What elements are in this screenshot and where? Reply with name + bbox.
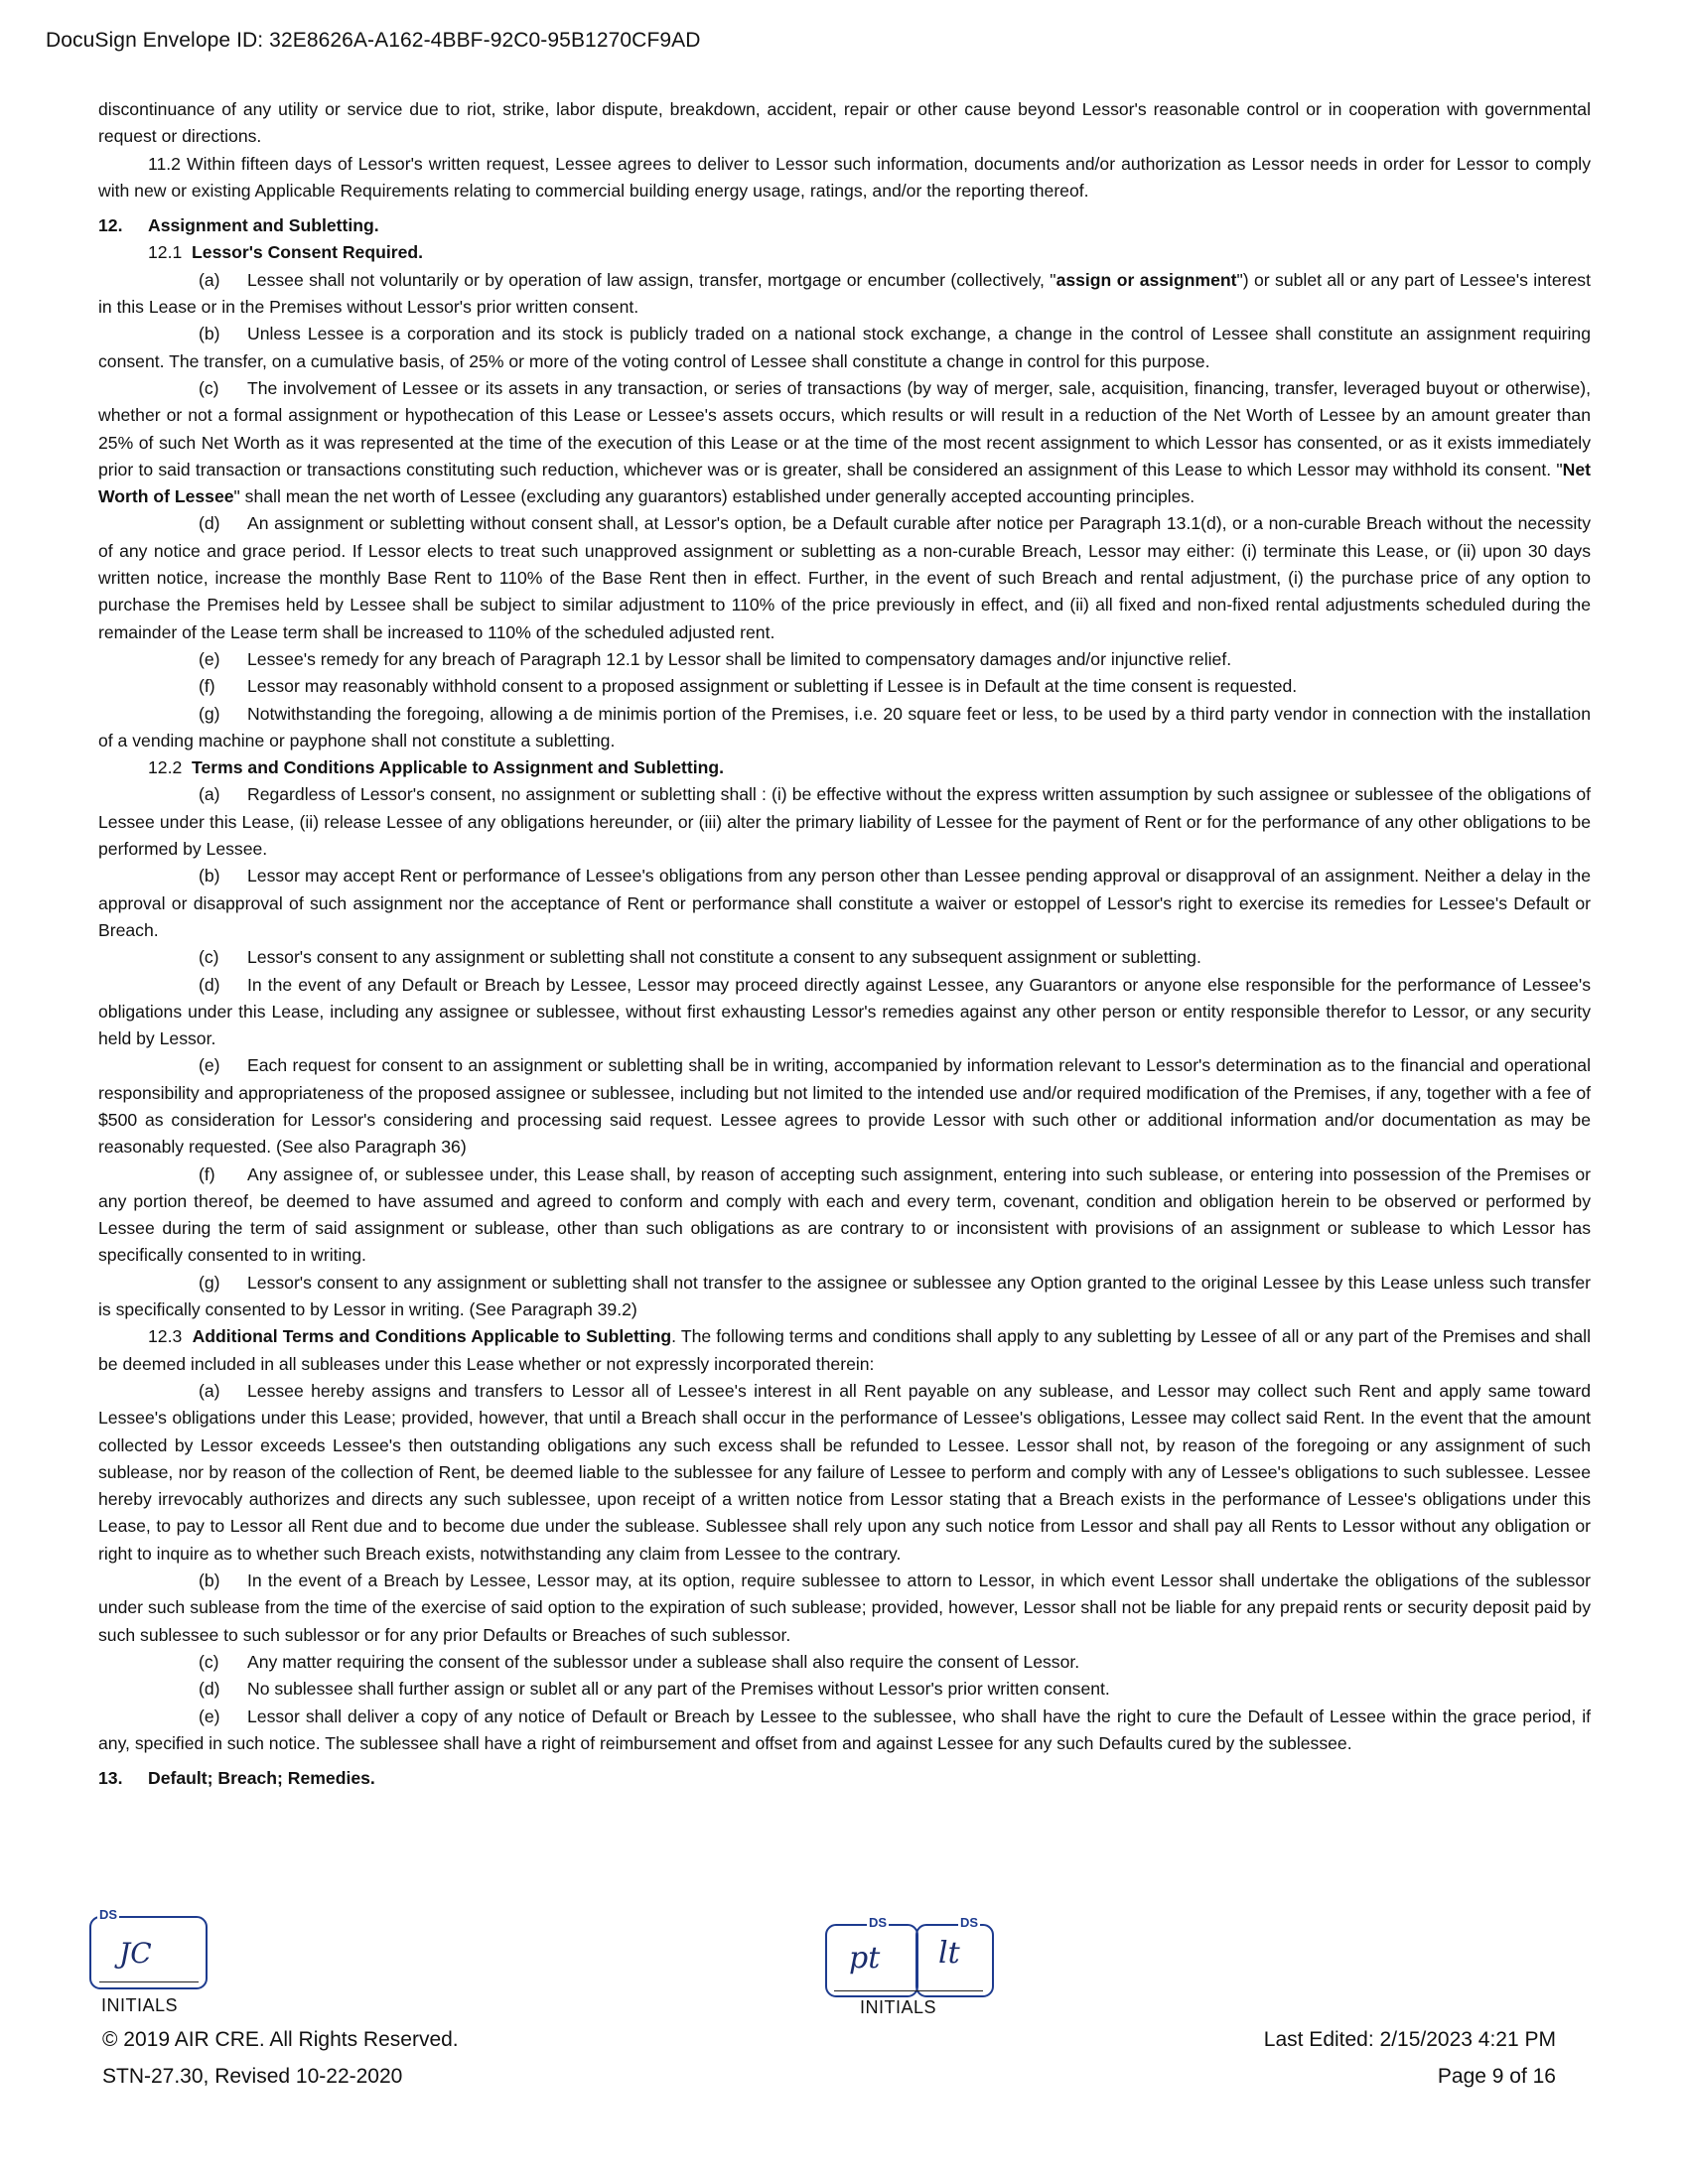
section-12-1-heading: 12.1 Lessor's Consent Required. — [148, 242, 423, 263]
clause-12-1-f: (f) Lessor may reasonably withhold consent to a proposed assignment or subletting if Lessee is in Default at the time consent is requested. — [199, 676, 1298, 697]
initials-label: INITIALS — [860, 1997, 937, 2017]
clause-12-3-a: (a) Lessee hereby assigns and transfers to Lessor all of Lessee's interest in all Rent payable on any sublease, and Lessor may collect such Rent and apply same toward Lessee's obligations under this Lease; provided, however, that until a Breach shall occur in the performance of Lessee's obligations, Lessee may collect said Rent. In the event that the amount collected by Lessor exceeds Lessee's then outstanding obligations any such excess shall be refunded to Lessee. Lessor shall not, by reason of the foregoing or any assignment of such sublease, nor by reason of the collection of Rent, be deemed liable to the sublessee for any failure of Lessee to perform and comply with any of Lessee's obligations to such sublessee. Lessee hereby irrevocably authorizes and directs any such sublessee, upon receipt of a written notice from Lessor stating that a Breach exists in the performance of Lessee's obligations under this Lease, to pay to Lessor all Rent due and to become due under the sublease. Sublessee shall rely upon any such notice from Lessor and shall pay all Rents to Lessor without any obligation or right to inquire as to whether such Breach exists, notwithstanding any claim from Lessee to the contrary. — [98, 1380, 1591, 1564]
clause-12-2-g: (g) Lessor's consent to any assignment or subletting shall not transfer to the assignee or sublessee any Option granted to the original Lessee by this Lease unless such transfer is specifically consented to by Lessor in writing. (See Paragraph 39.2) — [98, 1272, 1591, 1320]
section-12-2-heading: 12.2 Terms and Conditions Applicable to Assignment and Subletting. — [148, 757, 725, 778]
clause-12-2-d: (d) In the event of any Default or Breach by Lessee, Lessor may proceed directly against Lessee, any Guarantors or anyone else responsible for the performance of Lessee's obligations under this Lease, including any assignee or sublessee, without first exhausting Lessor's remedies against any other person or entity responsible therefor to Lessor, or any security held by Lessor. — [98, 974, 1591, 1049]
clause-12-3-e: (e) Lessor shall deliver a copy of any notice of Default or Breach by Lessee to the sublessee, who shall have the right to cure the Default of Lessee within the grace period, if any, specified in such notice. The sublessee shall have a right of reimbursement and offset from and against Lessee for any such Defaults cured by the sublessee. — [98, 1706, 1591, 1753]
paragraph-11-2: 11.2 Within fifteen days of Lessor's written request, Lessee agrees to deliver to Lessor such information, documents and/or authorization as Lessor needs in order for Lessor to comply with new or existing Applicable Requirements relating to commercial building energy usage, ratings, and/or the reporting thereof. — [98, 153, 1591, 201]
clause-12-2-a: (a) Regardless of Lessor's consent, no assignment or subletting shall : (i) be effective without the express written assumption by such assignee or sublessee of the obligations of Lessee under this Lease, (ii) release Lessee of any obligations hereunder, or (iii) alter the primary liability of Lessee for the payment of Rent or for the performance of any other obligations to be performed by Lessee. — [98, 784, 1591, 860]
clause-12-1-a: (a) Lessee shall not voluntarily or by operation of law assign, transfer, mortgage or encumber (collectively, "assign or assignment") or sublet all or any part of Lessee's interest in this Lease or in the Premises without Lessor's prior written consent. — [98, 269, 1591, 318]
section-13-heading: 13. Default; Breach; Remedies. — [98, 1768, 375, 1789]
clause-12-2-b: (b) Lessor may accept Rent or performance of Lessee's obligations from any person other than Lessee pending approval or disapproval of an assignment. Neither a delay in the approval or disapproval of such assignment nor the acceptance of Rent or performance shall constitute a waiver or estoppel of Lessor's right to exercise its remedies for Lessee's Default or Breach. — [98, 866, 1591, 940]
subsection-title: Lessor's Consent Required — [192, 242, 419, 263]
footer-page-number: Page 9 of 16 — [1437, 2065, 1556, 2088]
section-number: 12. — [98, 215, 123, 236]
clause-12-1-e: (e) Lessee's remedy for any breach of Paragraph 12.1 by Lessor shall be limited to compensatory damages and/or injunctive relief. — [199, 648, 1232, 669]
docusign-envelope-id: DocuSign Envelope ID: 32E8626A-A162-4BBF-92C0-95B1270CF9AD — [46, 29, 701, 52]
clause-12-1-d: (d) An assignment or subletting without consent shall, at Lessor's option, be a Default curable after notice per Paragraph 13.1(d), or a non-curable Breach without the necessity of any notice and grace period. If Lessor elects to treat such unapproved assignment or subletting as a non-curable Breach, Lessor may either: (i) terminate this Lease, or (ii) upon 30 days written notice, increase the monthly Base Rent to 110% of the Base Rent then in effect. Further, in the event of such Breach and rental adjustment, (i) the purchase price of any option to purchase the Premises held by Lessee shall be subject to similar adjustment to 110% of the price previously in effect, and (ii) all fixed and non-fixed rental adjustments scheduled during the remainder of the Lease term shall be increased to 110% of the scheduled adjusted rent. — [98, 513, 1591, 642]
ds-tag-2: DS — [960, 1915, 979, 1930]
lease-document-body — [98, 96, 1591, 1792]
clause-12-3-d: (d) No sublessee shall further assign or sublet all or any part of the Premises without Lessor's prior written consent. — [199, 1679, 1110, 1700]
footer-copyright: © 2019 AIR CRE. All Rights Reserved. — [102, 2028, 459, 2051]
clause-12-3-c: (c) Any matter requiring the consent of the sublessor under a sublease shall also require the consent of Lessor. — [199, 1651, 1080, 1672]
section-12-heading — [98, 212, 1591, 239]
clause-12-2-c: (c) Lessor's consent to any assignment or subletting shall not constitute a consent to any subsequent assignment or subletting. — [199, 947, 1201, 968]
initials-line — [834, 1990, 983, 1991]
signature-initials: JC — [119, 1937, 152, 1970]
paragraph-continued: discontinuance of any utility or service due to riot, strike, labor dispute, breakdown, accident, repair or other cause beyond Lessor's reasonable control or in cooperation with governmental request or directions. — [98, 99, 1591, 147]
clause-12-1-b: (b) Unless Lessee is a corporation and its stock is publicly traded on a national stock exchange, a change in the control of Lessee shall constitute an assignment requiring consent. The transfer, on a cumulative basis, of 25% or more of the voting control of Lessee shall constitute a change in control for this purpose. — [98, 324, 1591, 371]
subsection-number: 12.1 — [148, 242, 183, 263]
footer-form-id: STN-27.30, Revised 10-22-2020 — [102, 2065, 403, 2088]
section-12-3: 12.3 Additional Terms and Conditions Applicable to Subletting. The following terms and conditions shall apply to any subletting by Lessee of all or any part of the Premises and shall be deemed included in all subleases under this Lease whether or not expressly incorporated therein: — [98, 1326, 1592, 1374]
section-title: Assignment and Subletting. — [148, 215, 379, 236]
clause-12-2-e: (e) Each request for consent to an assignment or subletting shall be in writing, accompanied by information relevant to Lessor's determination as to the financial and operational responsibility and appropriateness of the proposed assignee or sublessee, including but not limited to the intended use and/or required modification of the Premises, if any, together with a fee of $500 as consideration for Lessor's considering and processing said request. Lessee agrees to provide Lessor with such other or additional information and/or documentation as may be reasonably requested. (See also Paragraph 36) — [98, 1055, 1591, 1158]
initials-line — [99, 1981, 199, 1982]
ds-tag: DS — [99, 1907, 118, 1922]
clause-12-2-f: (f) Any assignee of, or sublessee under, this Lease shall, by reason of accepting such assignment, entering into such sublease, or entering into possession of the Premises or any portion thereof, be deemed to have assumed and agreed to conform and comply with each and every term, covenant, condition and obligation herein to be observed or performed by Lessee during the term of said assignment or sublease, other than such obligations as are contrary to or inconsistent with provisions of an assignment or sublease to which Lessor has specifically consented to in writing. — [98, 1163, 1591, 1266]
ds-tag-1: DS — [869, 1915, 888, 1930]
signature-initials-1: pt — [849, 1941, 881, 1976]
clause-12-1-g: (g) Notwithstanding the foregoing, allowing a de minimis portion of the Premises, i.e. 20 square feet or less, to be used by a third party vendor in connection with the installation of a vending machine or payphone shall not constitute a subletting. — [98, 703, 1591, 751]
clause-12-1-c: (c) The involvement of Lessee or its assets in any transaction, or series of transactions (by way of merger, sale, acquisition, financing, transfer, leveraged buyout or otherwise), whether or not a formal assignment or hypothecation of this Lease or Lessee's assets occurs, which results or will result in a reduction of the Net Worth of Lessee by an amount greater than 25% of such Net Worth as it was represented at the time of the execution of this Lease or at the time of the most recent assignment to which Lessor has consented, or as it exists immediately prior to said transaction or transactions constituting such reduction, whichever was or is greater, shall be considered an assignment of this Lease to which Lessor may withhold its consent. "Net Worth of Lessee" shall mean the net worth of Lessee (excluding any guarantors) established under generally accepted accounting principles. — [98, 377, 1591, 507]
initials-label: INITIALS — [101, 1995, 179, 2015]
clause-12-3-b: (b) In the event of a Breach by Lessee, Lessor may, at its option, require sublessee to attorn to Lessor, in which event Lessor shall undertake the obligations of the sublessor under such sublease from the time of the exercise of said option to the expiration of such sublease; provided, however, Lessor shall not be liable for any prepaid rents or security deposit paid by such sublessee to such sublessor or for any prior Defaults or Breaches of such sublessor. — [98, 1570, 1591, 1645]
signature-initials-2: lt — [938, 1936, 960, 1971]
footer-last-edited: Last Edited: 2/15/2023 4:21 PM — [1263, 2028, 1556, 2051]
